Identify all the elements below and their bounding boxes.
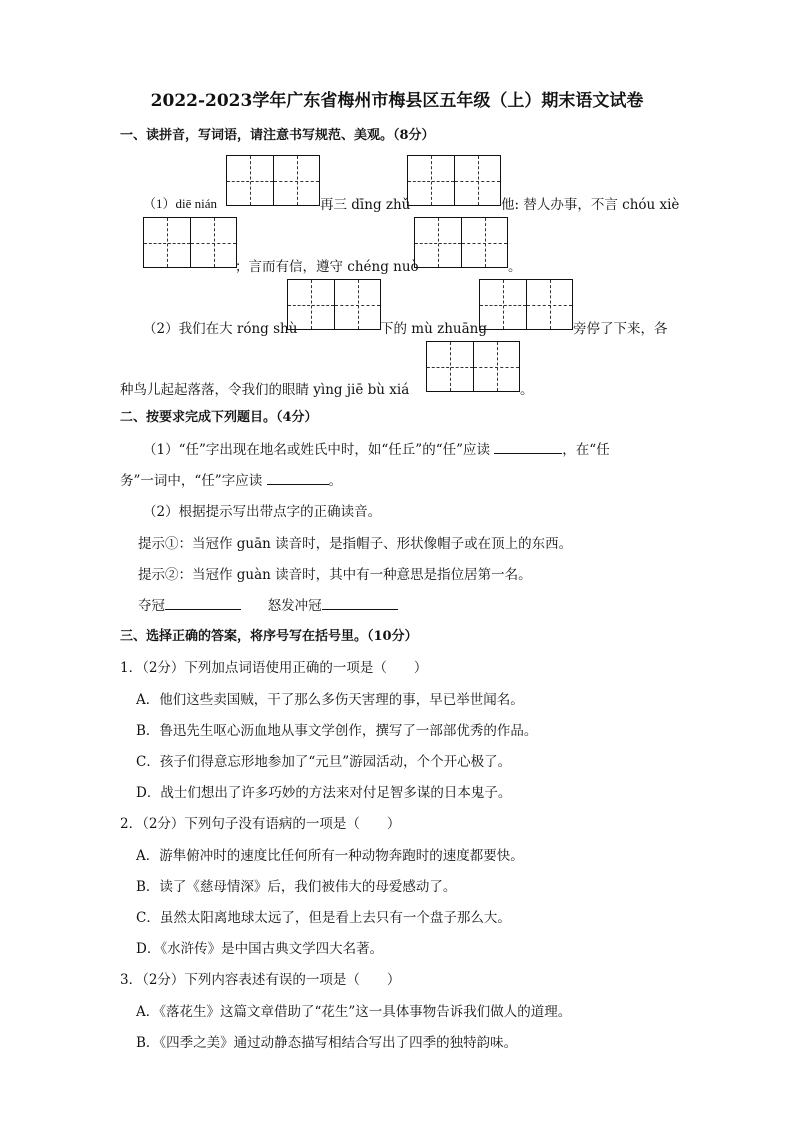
s3-q1-option-d: D．战士们想出了许多巧妙的方法来对付足智多谋的日本鬼子。 [136,785,512,801]
writing-grid-3[interactable] [143,217,237,268]
s1-q2-part-c: 旁停了下来，各 [573,321,668,337]
s3-q1-option-c: C．孩子们得意忘形地参加了“元旦”游园活动，个个开心极了。 [136,754,512,770]
s2-words-row: 夺冠 怒发冲冠 [138,594,398,614]
writing-grid-6[interactable] [479,279,573,330]
s3-q2-option-d: D．《水浒传》是中国古典文学四大名著。 [136,941,384,957]
s3-q1-option-b: B．鲁迅先生呕心沥血地从事文学创作，撰写了一部部优秀的作品。 [136,723,538,739]
s2-hint-2: 提示②：当冠作 guàn 读音时，其中有一种意思是指位居第一名。 [138,567,532,583]
writing-grid-1[interactable] [226,155,320,206]
s3-q2-option-b: B．读了《慈母情深》后，我们被伟大的母爱感动了。 [136,879,457,895]
s3-q1-option-a: A．他们这些卖国贼，干了那么多伤天害理的事，早已举世闻名。 [136,692,524,708]
s1-q2-part-a: （2）我们在大 róng shù [143,321,298,337]
writing-grid-5[interactable] [287,279,381,330]
s3-q3-option-b: B．《四季之美》通过动静态描写相结合写出了四季的独特韵味。 [136,1035,518,1051]
s1-q2-part-b: 下的 mù zhuāng [380,321,487,337]
answer-blank-3[interactable] [165,597,241,610]
writing-grid-2[interactable] [407,155,501,206]
answer-blank-4[interactable] [322,597,398,610]
s2-q1-line1: （1）“任”字出现在地名或姓氏中时，如“任丘”的“任”应读 ，在“任 [143,442,610,458]
section-1-heading: 一、读拼音，写词语，请注意书写规范、美观。（8分） [120,128,435,143]
s3-q3: 3．（2分）下列内容表述有误的一项是（ ） [120,972,401,988]
s1-q2-part-e: 。 [520,382,534,398]
s2-q1-line2: 务”一词中，“任”字应读 。 [120,473,343,489]
s3-q2-option-a: A．游隼俯冲时的速度比任何所有一种动物奔跑时的速度都要快。 [136,848,524,864]
s2-hint-1: 提示①：当冠作 guān 读音时，是指帽子、形状像帽子或在顶上的东西。 [138,536,573,552]
writing-grid-4[interactable] [414,217,508,268]
section-3-heading: 三、选择正确的答案，将序号写在括号里。（10分） [120,629,418,644]
s1-q1-part-a: （1）diē nián [143,196,218,211]
s2-q2: （2）根据提示写出带点字的正确读音。 [143,504,382,520]
writing-grid-7[interactable] [426,341,520,392]
s3-q3-option-a: A．《落花生》这篇文章借助了“花生”这一具体事物告诉我们做人的道理。 [136,1004,572,1020]
s1-q1-part-b: 再三 dīng zhǔ [320,197,411,213]
s1-q1-part-d: ；言而有信，遵守 chéng nuò [235,259,419,275]
exam-title: 2022-2023学年广东省梅州市梅县区五年级（上）期末语文试卷 [150,91,644,111]
s3-q2-option-c: C．虽然太阳离地球太远了，但是看上去只有一个盘子那么大。 [136,910,511,926]
section-2-heading: 二、按要求完成下列题目。（4分） [120,410,318,425]
answer-blank-1[interactable] [494,441,562,454]
s1-q2-part-d: 种鸟儿起起落落，令我们的眼睛 yìng jiē bù xiá [120,382,410,398]
s1-q1-part-e: 。 [508,259,522,275]
s1-q1-part-c: 他: 替人办事，不言 chóu xiè [501,197,680,213]
s3-q1: 1．（2分）下列加点词语使用正确的一项是（ ） [120,660,428,676]
answer-blank-2[interactable] [267,472,329,485]
s3-q2: 2．（2分）下列句子没有语病的一项是（ ） [120,816,401,832]
